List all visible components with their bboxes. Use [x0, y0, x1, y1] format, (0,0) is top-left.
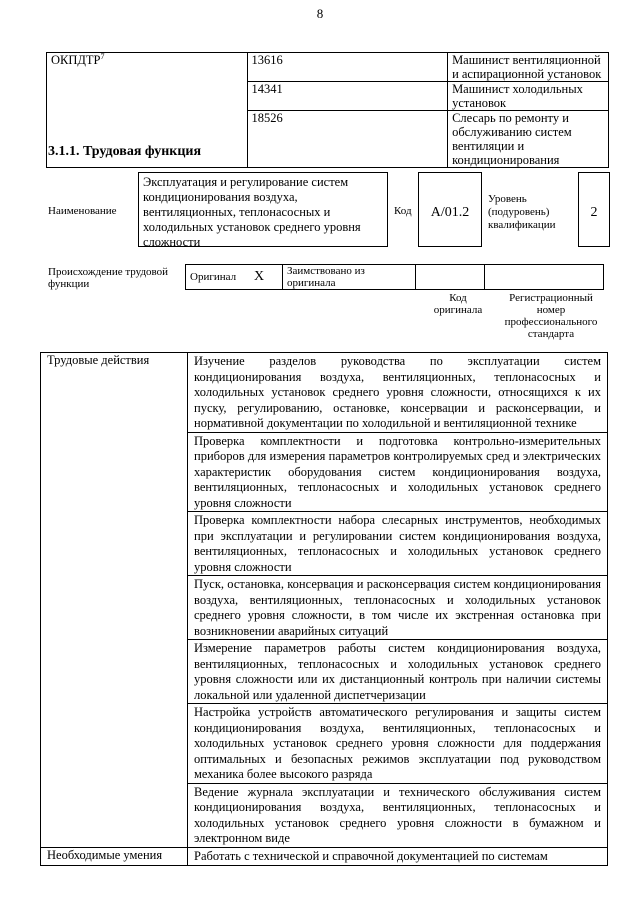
labor-action-item: Проверка комплектности набора слесарных инструментов, необходимых при эксплуатации и регулировании систем кондиционирования воздуха, вентиляционных, теплонасосных и холодильных установок среднего уровня сложности: [188, 512, 608, 576]
borrowed-label: Заимствовано из оригинала: [283, 265, 416, 290]
okpdtr-name: Слесарь по ремонту и обслуживанию систем вентиляции и кондиционирования: [448, 111, 609, 168]
labor-action-item: Проверка комплектности и подготовка контрольно-измерительных приборов для измерения параметров контролируемых сред и электрических характеристик оборудования систем кондиционирования воздуха, вентиляционных, теплонасосных и холодильных установок среднего уровня сложности: [188, 432, 608, 512]
okpdtr-name: Машинист вентиляционной и аспирационной установок: [448, 53, 609, 82]
labor-action-item: Изучение разделов руководства по эксплуатации систем кондиционирования воздуха, вентиляционных, теплонасосных и холодильных установок среднего уровня сложности, относящихся к их пуску, регулированию, остановке, консервации и расконсервации, и нормативной документации по холодильной и вентиляционной технике: [188, 353, 608, 433]
reg-number-caption: Регистрационный номер профессионального стандарта: [504, 292, 598, 340]
skills-label: Необходимые умения: [41, 847, 188, 865]
table-row: [47, 53, 609, 82]
labor-actions-table: [40, 352, 608, 866]
labor-action-item: Пуск, остановка, консервация и расконсервация систем кондиционирования воздуха, вентиляционных, теплонасосных и холодильных установок среднего уровня сложности, в том числе их экстренная остановка при возникновении аварийных ситуаций: [188, 576, 608, 640]
code-label: Код: [394, 205, 412, 217]
name-label: Наименование: [48, 205, 117, 217]
code-original-caption: Код оригинала: [433, 292, 483, 316]
section-title: 3.1.1. Трудовая функция: [48, 144, 202, 159]
original-label: Оригинал: [186, 265, 251, 290]
original-mark: X: [250, 265, 283, 290]
table-row: [41, 847, 608, 865]
table-row: [41, 353, 608, 433]
reg-number-cell: [485, 265, 604, 290]
okpdtr-name: Машинист холодильных установок: [448, 82, 609, 111]
labor-action-item: Измерение параметров работы систем кондиционирования воздуха, вентиляционных, теплонасосных и холодильных установок среднего уровня сложности или их дистанционный контроль при наличии системы локальной или удаленной диспетчеризации: [188, 640, 608, 704]
labor-actions-label: Трудовые действия: [41, 353, 188, 848]
page-number: 8: [316, 6, 324, 21]
okpdtr-label: ОКПДТР: [51, 53, 101, 67]
function-code-box: A/01.2: [418, 172, 482, 247]
origin-table: [185, 264, 604, 290]
original-code-cell: [416, 265, 485, 290]
okpdtr-code: 13616: [247, 53, 448, 82]
labor-action-item: Ведение журнала эксплуатации и технического обслуживания систем кондиционирования воздуха, вентиляционных, теплонасосных и холодильных установок среднего уровня сложности в бумажном и электронном виде: [188, 783, 608, 847]
okpdtr-code: 14341: [247, 82, 448, 111]
okpdtr-code: 18526: [247, 111, 448, 168]
footnote-mark: 7: [100, 52, 105, 61]
level-label: Уровень (подуровень) квалификации: [488, 193, 556, 231]
level-box: 2: [578, 172, 610, 247]
origin-label: Происхождение трудовой функции: [48, 266, 169, 290]
function-name-box: Эксплуатация и регулирование систем кондиционирования воздуха, вентиляционных, теплонасосных и холодильных установок среднего уровня сложности: [138, 172, 388, 247]
labor-action-item: Настройка устройств автоматического регулирования и защиты систем кондиционирования воздуха, вентиляционных, теплонасосных и холодильных установок среднего уровня сложности для поддержания оптимальных и безопасных режимов эксплуатации под руководством механика более высокого разряда: [188, 704, 608, 784]
table-row: [186, 265, 604, 290]
skill-item: Работать с технической и справочной документацией по системам: [188, 847, 608, 865]
